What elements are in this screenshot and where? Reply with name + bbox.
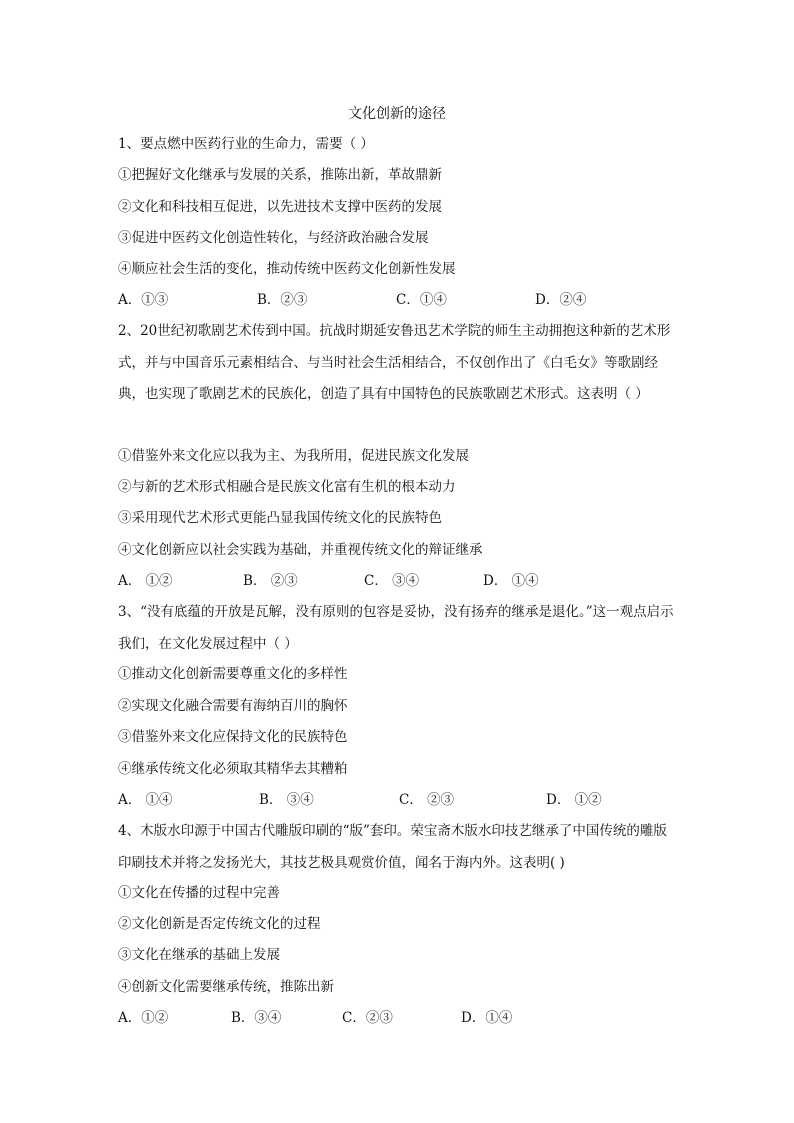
question-3-stem: 3、“没有底蕴的开放是瓦解，没有原则的包容是妥协，没有扬弃的继承是退化。”这一观点启示我们，在文化发展过程中（ ） (118, 604, 674, 652)
page-title: 文化创新的途径 (348, 106, 446, 122)
question-1-statement-3: ③促进中医药文化创造性转化，与经济政治融合发展 (118, 230, 429, 246)
question-4-stem: 4、木版水印源于中国古代雕版印刷的“版”套印。荣宝斋木版水印技艺继承了中国传统的雕版印刷技术并将之发扬光大，其技艺极具观赏价值，闻名于海内外。这表明( ) (118, 823, 667, 871)
question-1-statement-1: ①把握好文化继承与发展的关系，推陈出新，革故鼎新 (118, 167, 442, 183)
question-4-statement-3: ③文化在继承的基础上发展 (118, 947, 280, 963)
question-2-statement-1: ①借鉴外来文化应以我为主、为我所用，促进民族文化发展 (118, 448, 469, 464)
question-1-option-a: A．①③ (118, 292, 169, 308)
question-1-option-b: B．②③ (257, 292, 308, 308)
question-2-statement-4: ④文化创新应以社会实践为基础，并重视传统文化的辩证继承 (118, 542, 483, 558)
question-2-option-c: C． ③④ (364, 573, 420, 589)
question-3-statement-1: ①推动文化创新需要尊重文化的多样性 (118, 666, 348, 682)
question-4-option-c: C．②③ (342, 1010, 393, 1026)
question-3-statement-2: ②实现文化融合需要有海纳百川的胸怀 (118, 698, 348, 714)
question-4-option-a: A．①② (118, 1010, 169, 1026)
question-3-statement-3: ③借鉴外来文化应保持文化的民族特色 (118, 729, 348, 745)
question-2-stem: 2、20世纪初歌剧艺术传到中国。抗战时期延安鲁迅艺术学院的师生主动拥抱这种新的艺术形式，并与中国音乐元素相结合、与当时社会生活相结合，不仅创作出了《白毛女》等歌剧经典，也实现了歌剧艺术的民族化，创造了具有中国特色的民族歌剧艺术形式。这表明（ ） (118, 323, 671, 402)
question-2-option-a: A． ①② (118, 573, 173, 589)
question-1-statement-4: ④顺应社会生活的变化，推动传统中医药文化创新性发展 (118, 261, 456, 277)
question-3-option-d: D． ①② (546, 792, 602, 808)
question-2-option-b: B． ②③ (243, 573, 298, 589)
question-1-stem: 1、要点燃中医药行业的生命力，需要（ ） (118, 136, 374, 152)
question-4-statement-4: ④创新文化需要继承传统，推陈出新 (118, 979, 334, 995)
question-3-option-a: A． ①④ (118, 792, 173, 808)
question-1-option-c: C．①④ (396, 292, 447, 308)
question-2-statement-2: ②与新的艺术形式相融合是民族文化富有生机的根本动力 (118, 479, 456, 495)
question-3-option-b: B． ③④ (259, 792, 314, 808)
question-1-statement-2: ②文化和科技相互促进，以先进技术支撑中医药的发展 (118, 199, 442, 215)
question-4-statement-2: ②文化创新是否定传统文化的过程 (118, 916, 321, 932)
question-4-option-d: D．①④ (461, 1010, 513, 1026)
question-4-option-b: B．③④ (231, 1010, 282, 1026)
question-3-option-c: C． ②③ (399, 792, 455, 808)
question-3-statement-4: ④继承传统文化必须取其精华去其糟粕 (118, 761, 348, 777)
question-2-statement-3: ③采用现代艺术形式更能凸显我国传统文化的民族特色 (118, 510, 442, 526)
question-1-option-d: D．②④ (535, 292, 587, 308)
question-2-option-d: D． ①④ (483, 573, 539, 589)
question-4-statement-1: ①文化在传播的过程中完善 (118, 885, 280, 901)
